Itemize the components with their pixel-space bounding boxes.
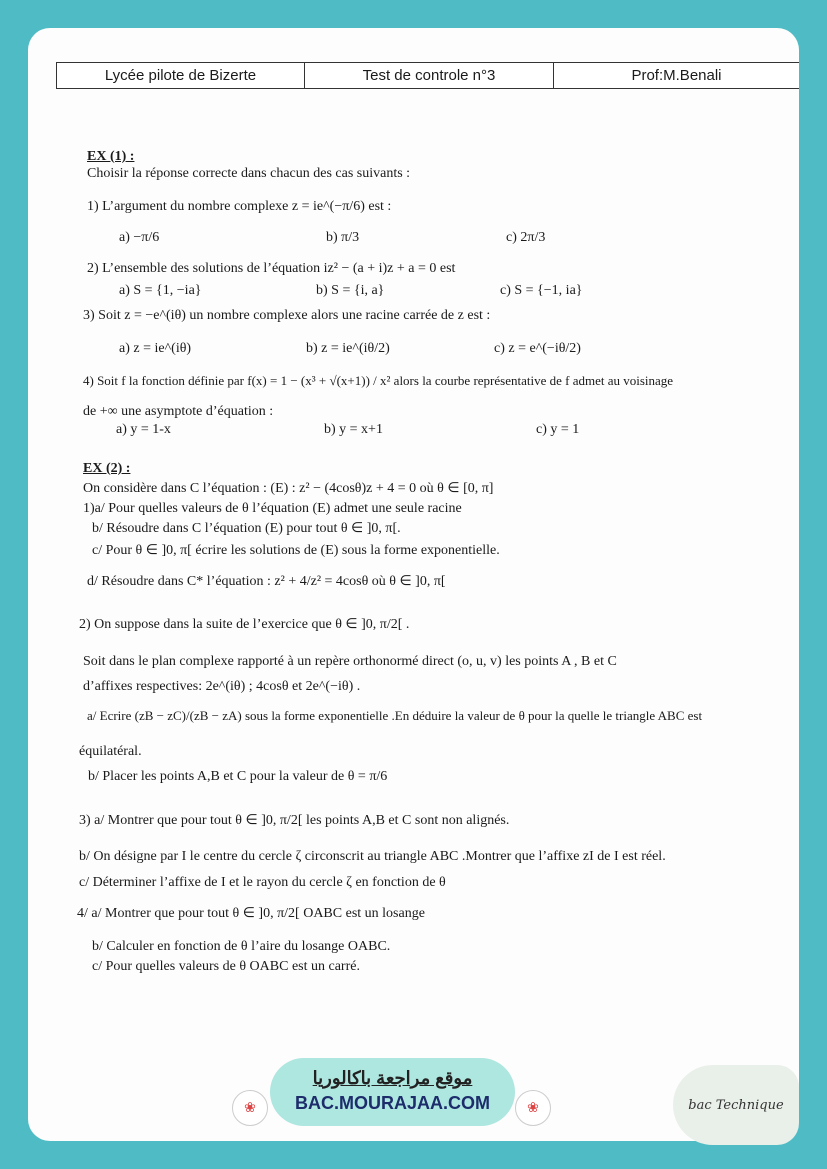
- ex1-title: EX (1) :: [87, 149, 135, 164]
- teacher-name: Prof:M.Benali: [631, 67, 722, 84]
- ex2-line-12: 3) a/ Montrer que pour tout θ ∈ ]0, π/2[ les points A,B et C sont non alignés.: [79, 813, 510, 828]
- site-url[interactable]: BAC.MOURAJAA.COM: [295, 1093, 490, 1113]
- ex1-q4-line2: de +∞ une asymptote d’équation :: [83, 404, 274, 419]
- ex2-line-11: b/ Placer les points A,B et C pour la valeur de θ = π/6: [88, 769, 388, 784]
- site-name-arabic: موقع مراجعة باكالوريا: [312, 1068, 473, 1088]
- ex2-line-17: c/ Pour quelles valeurs de θ OABC est un carré.: [92, 959, 360, 974]
- ex1-q3: 3) Soit z = −e^(iθ) un nombre complexe alors une racine carrée de z est :: [83, 308, 491, 323]
- ex1-q2-opt-c: c) S = {−1, ia}: [500, 283, 583, 298]
- ex2-line-3: b/ Résoudre dans C l’équation (E) pour tout θ ∈ ]0, π[.: [92, 521, 401, 536]
- ex1-q4-line1: 4) Soit f la fonction définie par f(x) = 1 − (x³ + √(x+1)) / x² alors la courbe représentative de f admet au voisinage: [83, 373, 674, 388]
- ex1-q4-opt-b: b) y = x+1: [324, 422, 383, 437]
- site-banner[interactable]: [270, 1058, 515, 1126]
- ex2-line-15: 4/ a/ Montrer que pour tout θ ∈ ]0, π/2[ OABC est un losange: [77, 906, 425, 921]
- document-page: [28, 28, 799, 1141]
- ex2-line-13: b/ On désigne par I le centre du cercle ζ circonscrit au triangle ABC .Montrer que l’affixe zI de I est réel.: [79, 849, 666, 864]
- test-title: Test de controle n°3: [305, 63, 554, 88]
- ex2-line-8: d’affixes respectives: 2e^(iθ) ; 4cosθ et 2e^(−iθ) .: [83, 679, 361, 694]
- ex2-line-16: b/ Calculer en fonction de θ l’aire du losange OABC.: [92, 939, 391, 954]
- header-table: [56, 62, 799, 89]
- ex2-title: EX (2) :: [83, 461, 131, 476]
- ex2-line-1: On considère dans C l’équation : (E) : z² − (4cosθ)z + 4 = 0 où θ ∈ [0, π]: [83, 481, 494, 496]
- ex2-line-14: c/ Déterminer l’affixe de I et le rayon du cercle ζ en fonction de θ: [79, 875, 446, 890]
- ex2-line-10: équilatéral.: [79, 744, 142, 759]
- ex1-q3-opt-c: c) z = e^(−iθ/2): [494, 341, 581, 356]
- ex1-q2: 2) L’ensemble des solutions de l’équation iz² − (a + i)z + a = 0 est: [87, 261, 456, 276]
- ex2-line-2: 1)a/ Pour quelles valeurs de θ l’équation (E) admet une seule racine: [83, 501, 462, 516]
- ex2-line-4: c/ Pour θ ∈ ]0, π[ écrire les solutions de (E) sous la forme exponentielle.: [92, 543, 500, 558]
- ex2-line-7: Soit dans le plan complexe rapporté à un repère orthonormé direct (o, u, v) les points A , B et C: [83, 654, 617, 669]
- site-logo-left-icon: ❀: [232, 1090, 268, 1126]
- ex1-q3-opt-a: a) z = ie^(iθ): [119, 341, 192, 356]
- ex1-q3-opt-b: b) z = ie^(iθ/2): [306, 341, 390, 356]
- ex1-q1: 1) L’argument du nombre complexe z = ie^(−π/6) est :: [87, 199, 392, 214]
- ex1-q2-opt-a: a) S = {1, −ia}: [119, 283, 202, 298]
- ex1-q4-opt-a: a) y = 1-x: [116, 422, 171, 437]
- bac-technique-stamp: bac Technique: [673, 1065, 799, 1145]
- ex1-intro: Choisir la réponse correcte dans chacun des cas suivants :: [87, 166, 411, 181]
- ex2-line-9: a/ Ecrire (zB − zC)/(zB − zA) sous la forme exponentielle .En déduire la valeur de θ pour la quelle le triangle ABC est: [87, 708, 703, 723]
- ex2-line-5: d/ Résoudre dans C* l’équation : z² + 4/z² = 4cosθ où θ ∈ ]0, π[: [87, 574, 446, 589]
- ex1-q1-opt-a: a) −π/6: [119, 230, 160, 245]
- site-logo-right-icon: ❀: [515, 1090, 551, 1126]
- ex1-q4-opt-c: c) y = 1: [536, 422, 580, 437]
- ex2-line-6: 2) On suppose dans la suite de l’exercice que θ ∈ ]0, π/2[ .: [79, 617, 410, 632]
- ex1-q2-opt-b: b) S = {i, a}: [316, 283, 385, 298]
- ex1-q1-opt-b: b) π/3: [326, 230, 360, 245]
- ex1-q1-opt-c: c) 2π/3: [506, 230, 546, 245]
- school-name: Lycée pilote de Bizerte: [57, 63, 305, 88]
